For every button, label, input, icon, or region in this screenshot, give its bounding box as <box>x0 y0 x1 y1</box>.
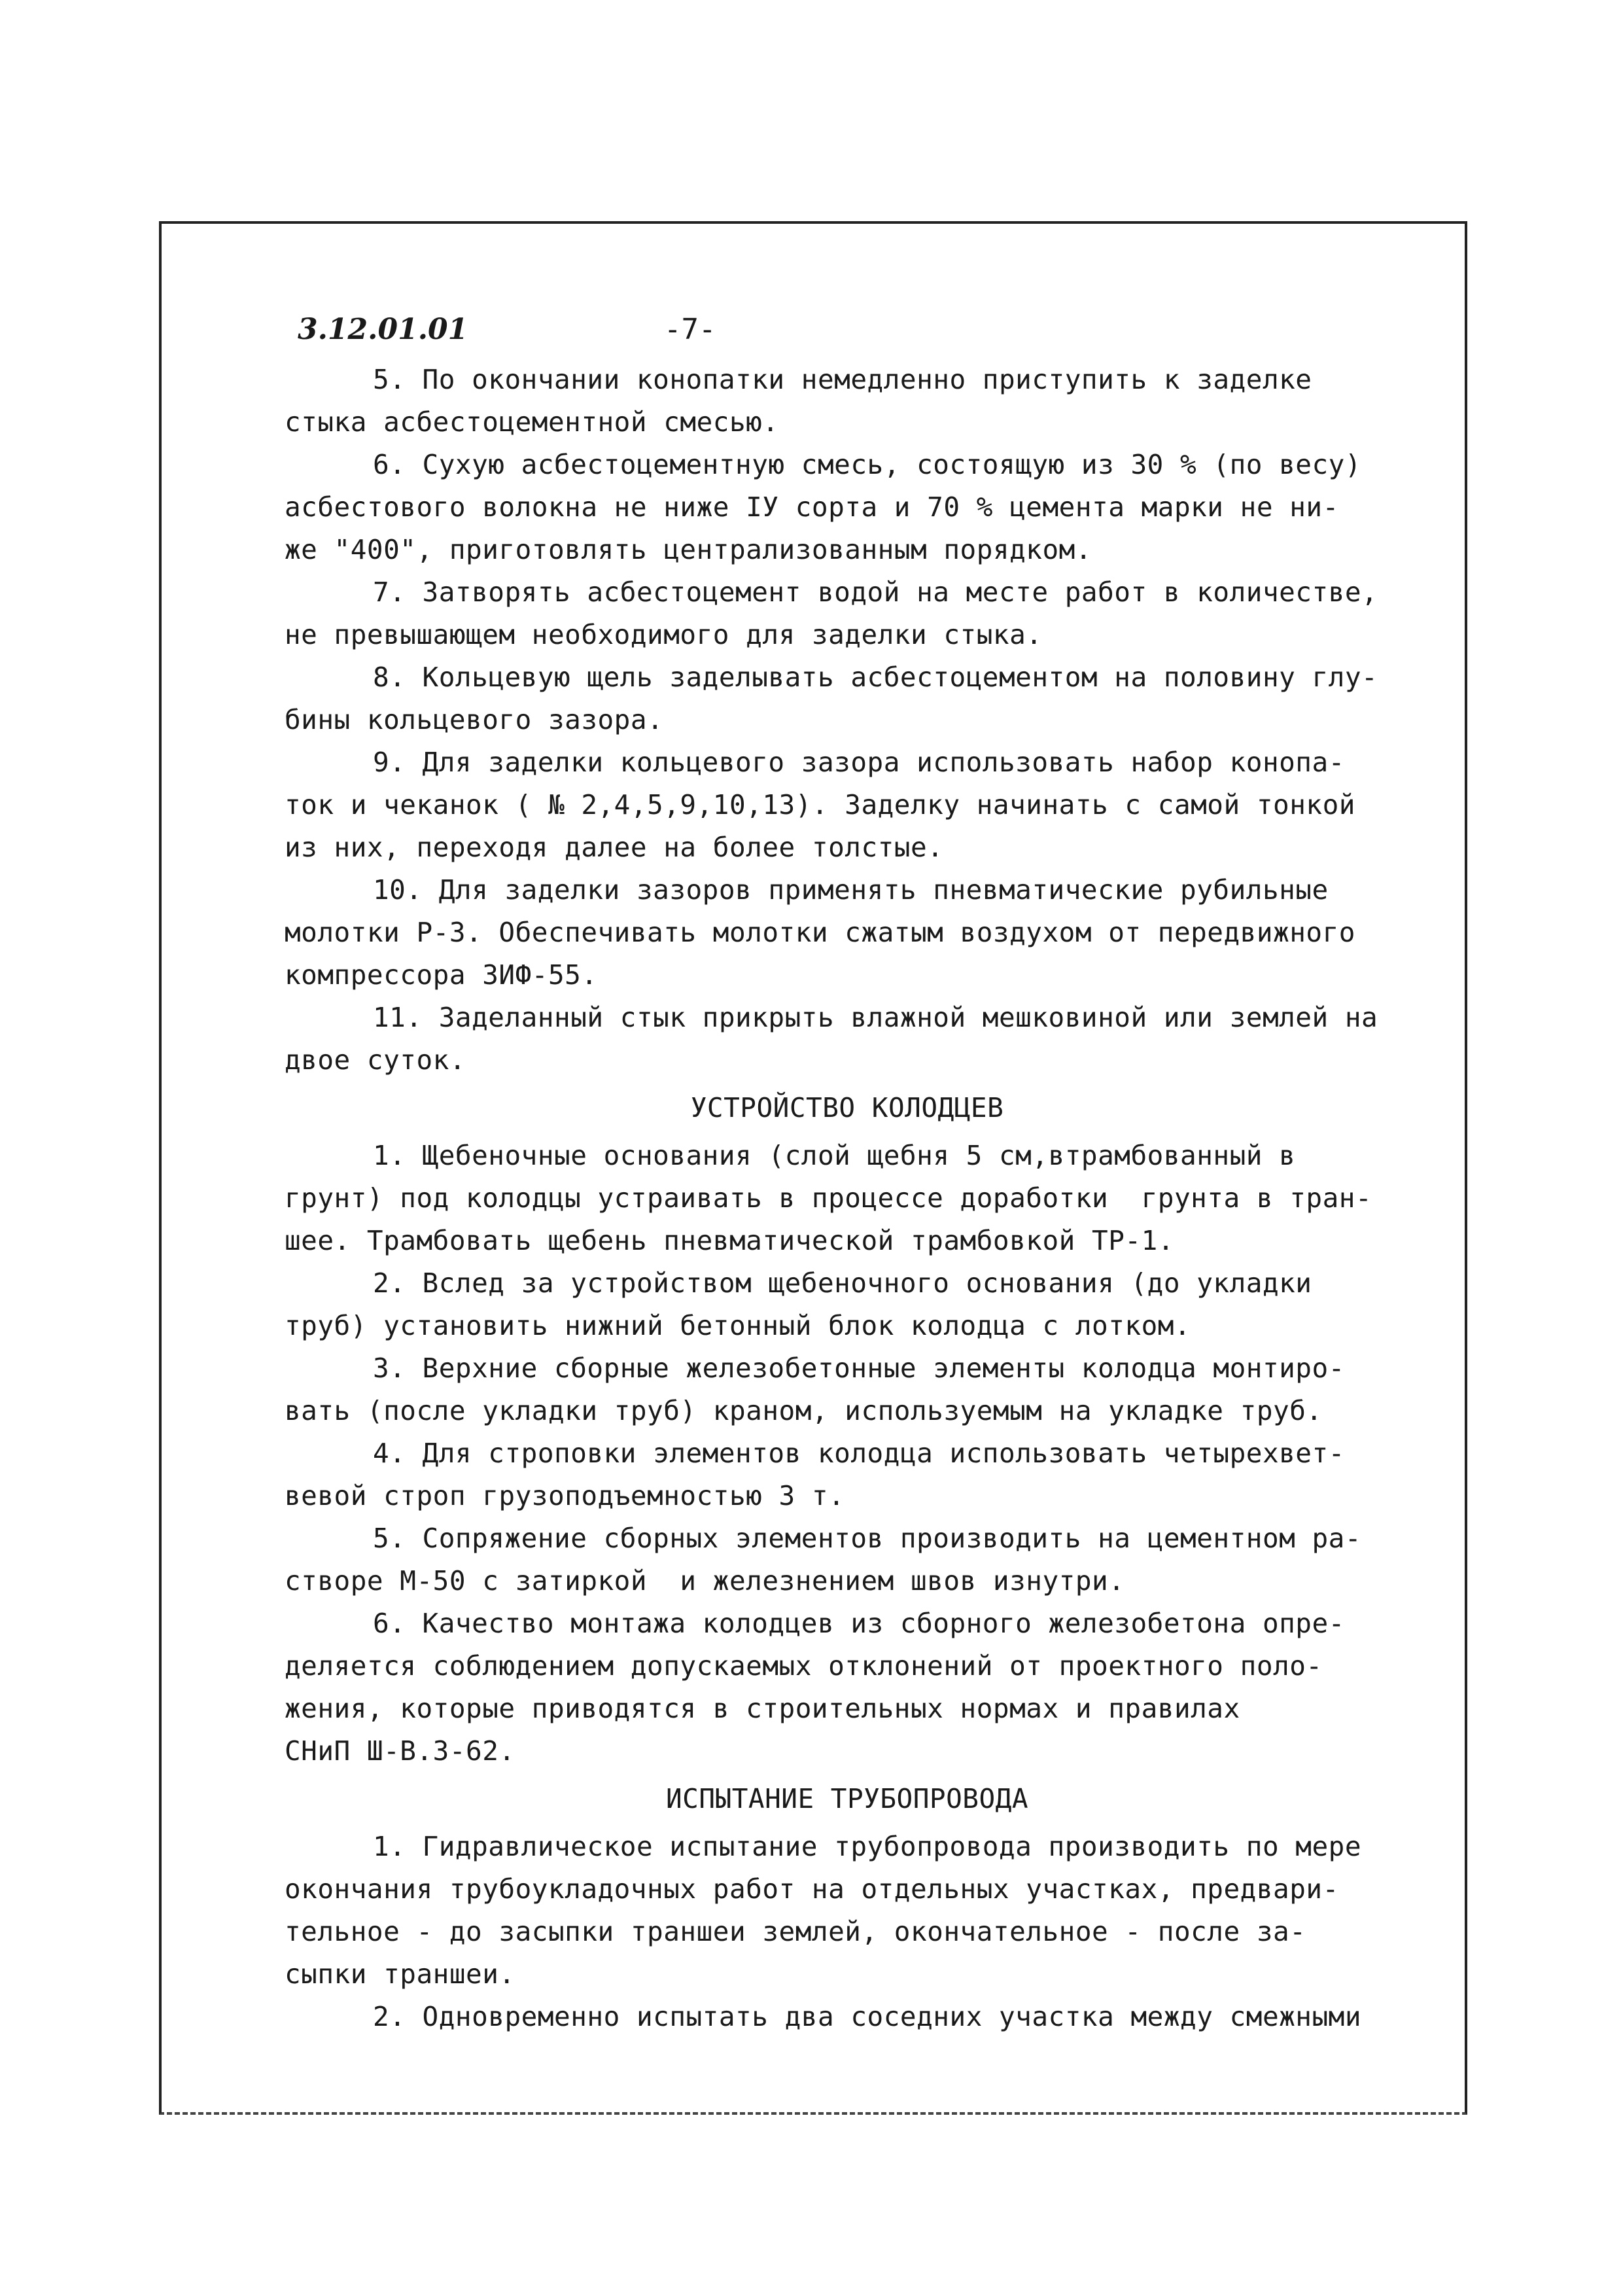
paragraph-line: 1. Щебеночные основания (слой щебня 5 см,втрамбованный в <box>373 1140 1296 1171</box>
paragraph-line: окончания трубоукладочных работ на отдельных участках, предвари- <box>285 1873 1339 1905</box>
paragraph-line: сыпки траншеи. <box>285 1958 515 1990</box>
paragraph-line: труб) установить нижний бетонный блок колодца с лотком. <box>285 1310 1191 1341</box>
paragraph-line: тельное - до засыпки траншеи землей, окончательное - после за- <box>285 1916 1306 1947</box>
paragraph-line: 5. Сопряжение сборных элементов производить на цементном ра- <box>373 1523 1362 1554</box>
page-header <box>285 313 1410 359</box>
paragraph-line: жения, которые приводятся в строительных нормах и правилах <box>285 1693 1240 1724</box>
paragraph-line: грунт) под колодцы устраивать в процессе доработки грунта в тран- <box>285 1182 1372 1214</box>
paragraph-line: 4. Для строповки элементов колодца использовать четырехвет- <box>373 1438 1345 1469</box>
paragraph <box>285 1602 1410 1773</box>
paragraph <box>285 656 1410 741</box>
document-body <box>285 313 1410 2038</box>
paragraph <box>285 997 1410 1082</box>
paragraph-line: деляется соблюдением допускаемых отклонений от проектного поло- <box>285 1650 1323 1682</box>
paragraph-line: двое суток. <box>285 1044 466 1076</box>
paragraph-line: бины кольцевого зазора. <box>285 704 664 735</box>
paragraph-line: вевой строп грузоподъемностью 3 т. <box>285 1480 845 1511</box>
paragraph-line: 3. Верхние сборные железобетонные элементы колодца монтиро- <box>373 1352 1345 1384</box>
paragraph-line: 2. Одновременно испытать два соседних участка между смежными <box>373 2001 1362 2032</box>
page-number: -7- <box>664 313 716 346</box>
paragraph <box>285 1135 1410 1262</box>
paragraph <box>285 1432 1410 1517</box>
paragraph-line: 5. По окончании конопатки немедленно приступить к заделке <box>373 364 1312 395</box>
paragraph-line: молотки Р-3. Обеспечивать молотки сжатым воздухом от передвижного <box>285 917 1355 948</box>
paragraph-line: 1. Гидравлическое испытание трубопровода производить по мере <box>373 1831 1362 1862</box>
paragraph-line: 8. Кольцевую щель заделывать асбестоцементом на половину глу- <box>373 662 1378 693</box>
paragraph-line: 2. Вслед за устройством щебеночного основания (до укладки <box>373 1267 1312 1299</box>
paragraph-line: из них, переходя далее на более толстые. <box>285 832 944 863</box>
paragraph-line: 11. Заделанный стык прикрыть влажной мешковиной или землей на <box>373 1002 1378 1033</box>
paragraph <box>285 869 1410 997</box>
paragraph-line: стыка асбестоцементной смесью. <box>285 406 779 438</box>
paragraph-line: вать (после укладки труб) краном, используемым на укладке труб. <box>285 1395 1323 1426</box>
paragraph-line: 6. Сухую асбестоцементную смесь, состоящую из 30 % (по весу) <box>373 449 1362 480</box>
paragraph-line: же "400", приготовлять централизованным порядком. <box>285 534 1092 565</box>
paragraph-line: ток и чеканок ( № 2,4,5,9,10,13). Заделку начинать с самой тонкой <box>285 789 1355 821</box>
paragraph <box>285 1996 1410 2038</box>
paragraph <box>285 571 1410 656</box>
paragraph-line: 9. Для заделки кольцевого зазора использовать набор конопа- <box>373 747 1345 778</box>
paragraph-line: компрессора ЗИФ-55. <box>285 959 598 991</box>
paragraph <box>285 1347 1410 1432</box>
paragraph <box>285 444 1410 571</box>
paragraph-line: шее. Трамбовать щебень пневматической трамбовкой ТР-1. <box>285 1225 1174 1256</box>
paragraph-line: не превышающем необходимого для заделки стыка. <box>285 619 1043 650</box>
document-code: 3.12.01.01 <box>298 313 468 346</box>
paragraph <box>285 1262 1410 1347</box>
section-heading: ИСПЫТАНИЕ ТРУБОПРОВОДА <box>665 1783 1029 1814</box>
text-blocks <box>285 359 1410 2038</box>
paragraph <box>285 1517 1410 1602</box>
section-heading: УСТРОЙСТВО КОЛОДЦЕВ <box>690 1092 1004 1123</box>
paragraph <box>285 1826 1410 1996</box>
paragraph-line: 6. Качество монтажа колодцев из сборного железобетона опре- <box>373 1608 1345 1639</box>
paragraph-line: СНиП Ш-В.3-62. <box>285 1735 515 1767</box>
paragraph <box>285 359 1410 444</box>
paragraph-line: асбестового волокна не ниже IУ сорта и 70 % цемента марки не ни- <box>285 491 1339 523</box>
paragraph <box>285 741 1410 869</box>
paragraph-line: 7. Затворять асбестоцемент водой на месте работ в количестве, <box>373 576 1378 608</box>
paragraph-line: створе М-50 с затиркой и железнением швов изнутри. <box>285 1565 1125 1597</box>
paragraph-line: 10. Для заделки зазоров применять пневматические рубильные <box>373 874 1329 906</box>
